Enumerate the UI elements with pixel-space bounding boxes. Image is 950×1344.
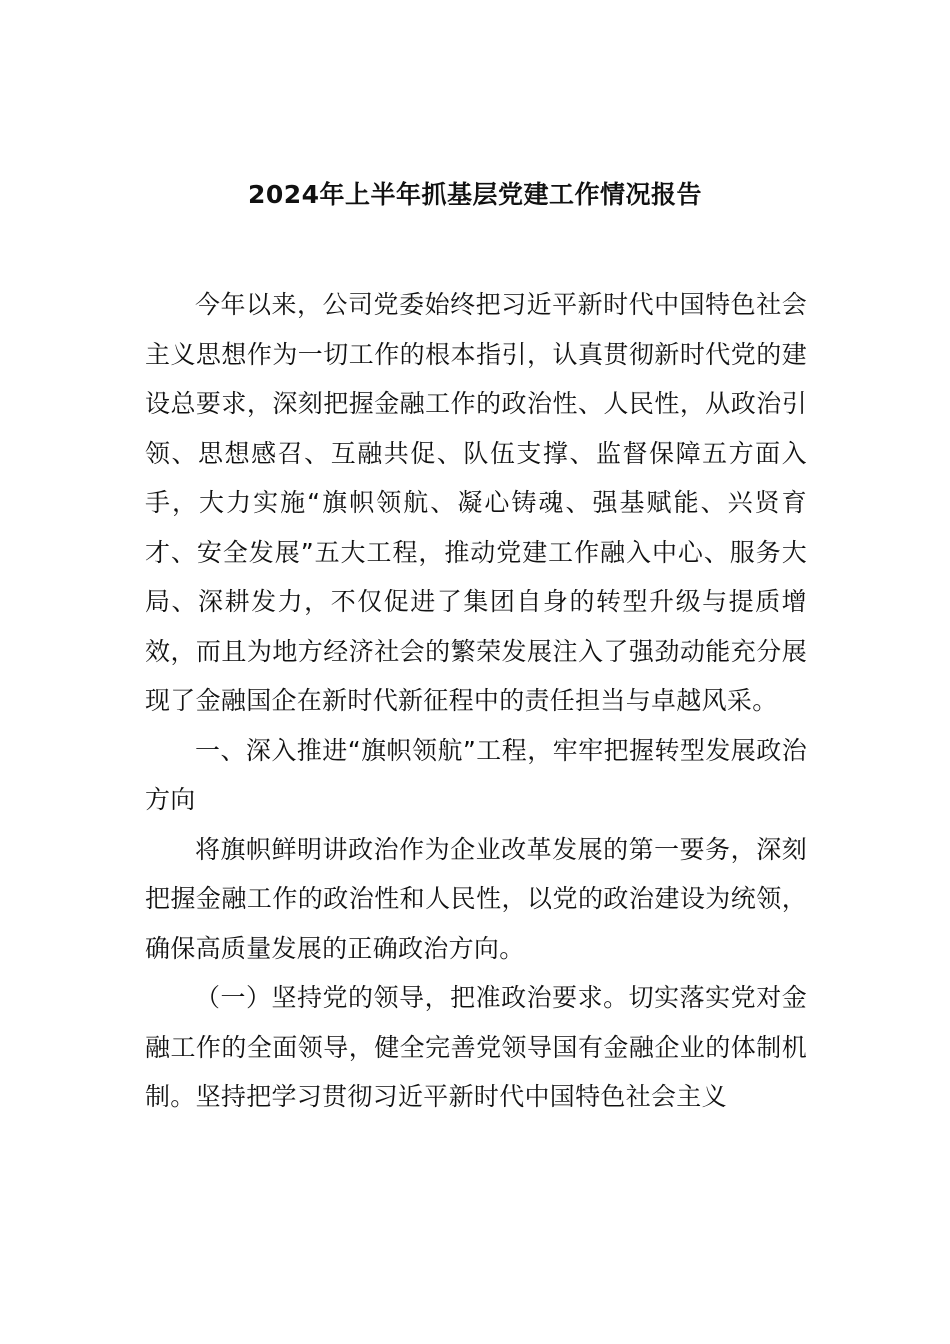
document-body	[145, 280, 807, 1122]
document-title: 2024年上半年抓基层党建工作情况报告	[247, 179, 703, 209]
section-heading-1: 一、深入推进“旗帜领航”工程，牢牢把握转型发展政治方向	[145, 735, 807, 814]
subsection-1-paragraph: （一）坚持党的领导，把准政治要求。切实落实党对金融工作的全面领导，健全完善党领导国有金融企业的体制机制。坚持把学习贯彻习近平新时代中国特色社会主义	[145, 983, 807, 1111]
section-1-paragraph: 将旗帜鲜明讲政治作为企业改革发展的第一要务，深刻把握金融工作的政治性和人民性，以党的政治建设为统领，确保高质量发展的正确政治方向。	[145, 834, 807, 963]
intro-paragraph: 今年以来，公司党委始终把习近平新时代中国特色社会主义思想作为一切工作的根本指引，认真贯彻新时代党的建设总要求，深刻把握金融工作的政治性、人民性，从政治引领、思想感召、互融共促、队伍支撑、监督保障五方面入手，大力实施“旗帜领航、凝心铸魂、强基赋能、兴贤育才、安全发展”五大工程，推动党建工作融入中心、服务大局、深耕发力，不仅促进了集团自身的转型升级与提质增效，而且为地方经济社会的繁荣发展注入了强劲动能充分展现了金融国企在新时代新征程中的责任担当与卓越风采。	[145, 290, 807, 715]
